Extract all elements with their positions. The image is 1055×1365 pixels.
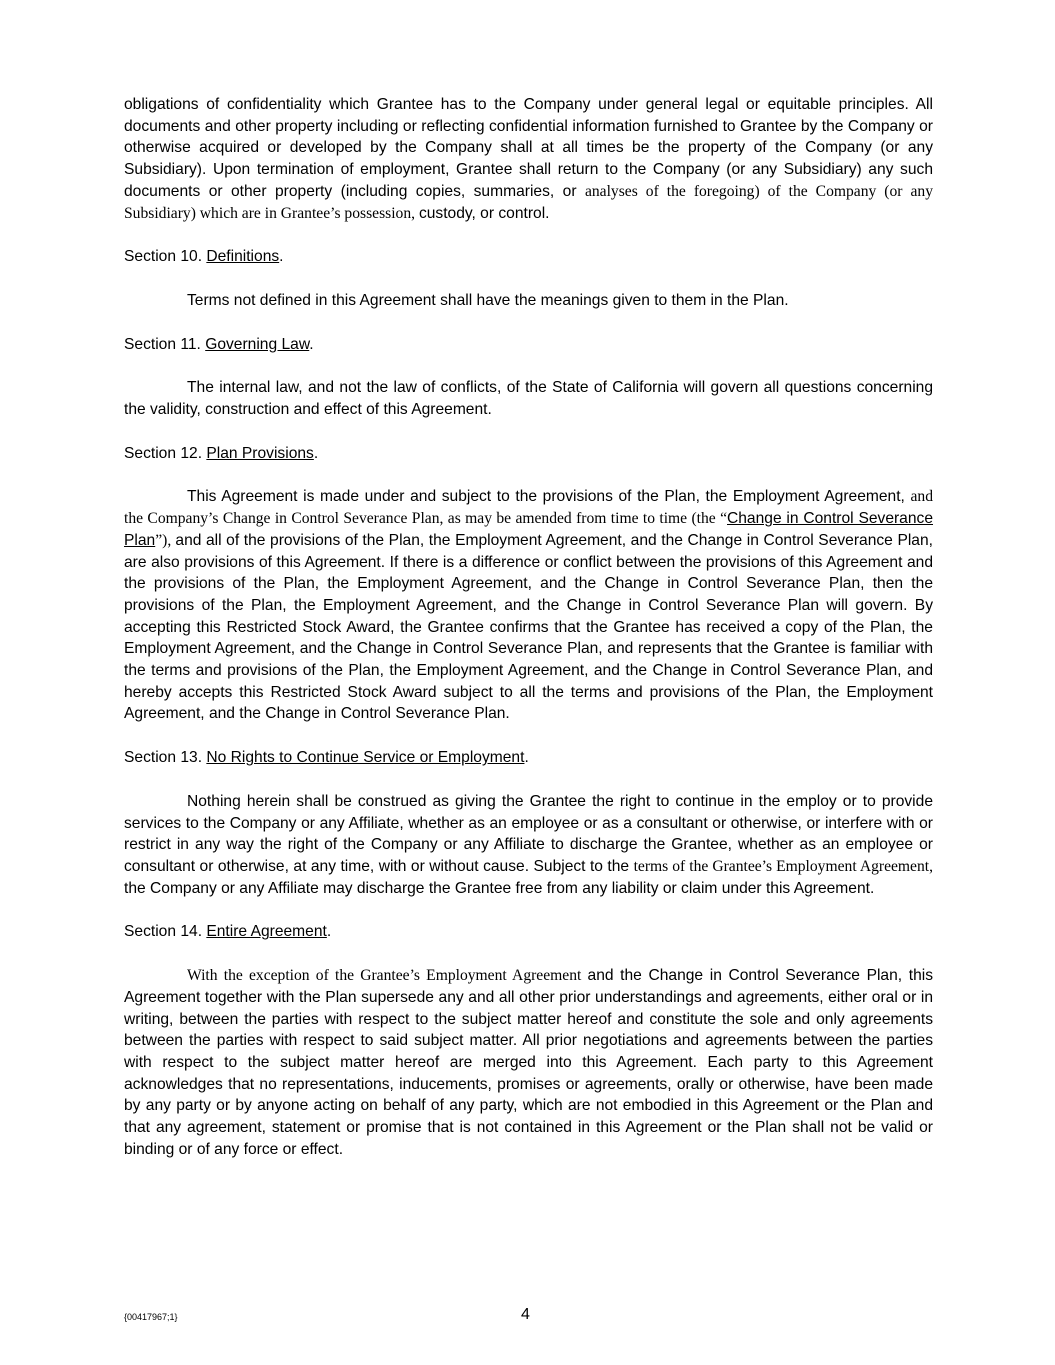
section-10-heading: Section 10. Definitions. [124,248,284,266]
section-12-title: Plan Provisions [206,444,314,462]
defined-term: Change in Control Severance Plan [124,510,933,549]
section-10-body: Terms not defined in this Agreement shall have the meanings given to them in the Plan. [187,291,789,309]
section-14-body: With the exception of the Grantee’s Employment Agreement and the Change in Control Severance Plan, this Agreement together with the Plan supersede any and all other prior understandings and agreements, either oral or in writing, between the parties with respect to the subject matter hereof and constitute the sole and only agreements between the parties with respect to said subject matter. All prior negotiations and agreements between the parties with respect to the subject matter hereof are merged into this Agreement. Each party to this Agreement acknowledges that no representations, inducements, promises or agreements, orally or otherwise, have been made by any party or by anyone acting on behalf of any party, which are not embodied in this Agreement or the Plan and that any agreement, statement or promise that is not contained in this Agreement or the Plan shall not be valid or binding or of any force or effect. [124,967,933,1158]
section-12-body: This Agreement is made under and subject to the provisions of the Plan, the Employment Agreement, and the Company’s Change in Control Severance Plan, as may be amended from time to time (the “Change in Control Severance Plan”), and all of the provisions of the Plan, the Employment Agreement, and the Change in Control Severance Plan, are also provisions of this Agreement. If there is a difference or conflict between the provisions of this Agreement and the provisions of the Plan, the Employment Agreement, and the Change in Control Severance Plan, then the provisions of the Plan, the Employment Agreement, and the Change in Control Severance Plan will govern. By accepting this Restricted Stock Award, the Grantee confirms that the Grantee has received a copy of the Plan, the Employment Agreement, and the Change in Control Severance Plan, and represents that the Grantee is familiar with the terms and provisions of the Plan, the Employment Agreement, and the Change in Control Severance Plan, and hereby accepts this Restricted Stock Award subject to all the terms and provisions of the Plan, the Employment Agreement, and the Change in Control Severance Plan. [124,488,933,723]
section-13-body: Nothing herein shall be construed as giving the Grantee the right to continue in the employ or to provide services to the Company or any Affiliate, whether as an employee or as a consultant or otherwise, or interfere with or restrict in any way the right of the Company or any Affiliate to discharge the Grantee, whether as an employee or consultant or otherwise, at any time, with or without cause. Subject to the terms of the Grantee’s Employment Agreement, the Company or any Affiliate may discharge the Grantee free from any liability or claim under this Agreement. [124,792,933,897]
section-11-body: The internal law, and not the law of conflicts, of the State of California will govern all questions concerning the validity, construction and effect of this Agreement. [124,379,933,419]
section-11-heading: Section 11. Governing Law. [124,335,314,353]
paragraph-text: obligations of confidentiality which Grantee has to the Company under general legal or equitable principles. All documents and other property including or reflecting confidential information furnished to Grantee by the Company or otherwise acquired or developed by the Company shall at all times be the property of the Company (or any Subsidiary). Upon termination of employment, Grantee shall return to the Company (or any Subsidiary) any such documents or other property (including copies, summaries, or [124,96,933,200]
page-number: 4 [521,1306,530,1323]
paragraph-text: analyses of the foregoing) of the Company (or any Subsidiary) which are in Grantee’s possession, [124,182,933,222]
section-13-title: No Rights to Continue Service or Employment [206,749,525,767]
document-code: {00417967;1} [124,1312,178,1322]
section-14-title: Entire Agreement [206,923,327,941]
section-12-heading: Section 12. Plan Provisions. [124,444,319,462]
section-13-heading: Section 13. No Rights to Continue Service or Employment. [124,749,529,767]
section-11-title: Governing Law [205,335,310,353]
document-page [124,94,933,1160]
section-10-title: Definitions [206,248,280,266]
paragraph-text: custody, or control. [418,204,550,222]
confidentiality-paragraph [124,94,933,224]
section-14-heading: Section 14. Entire Agreement. [124,923,332,941]
